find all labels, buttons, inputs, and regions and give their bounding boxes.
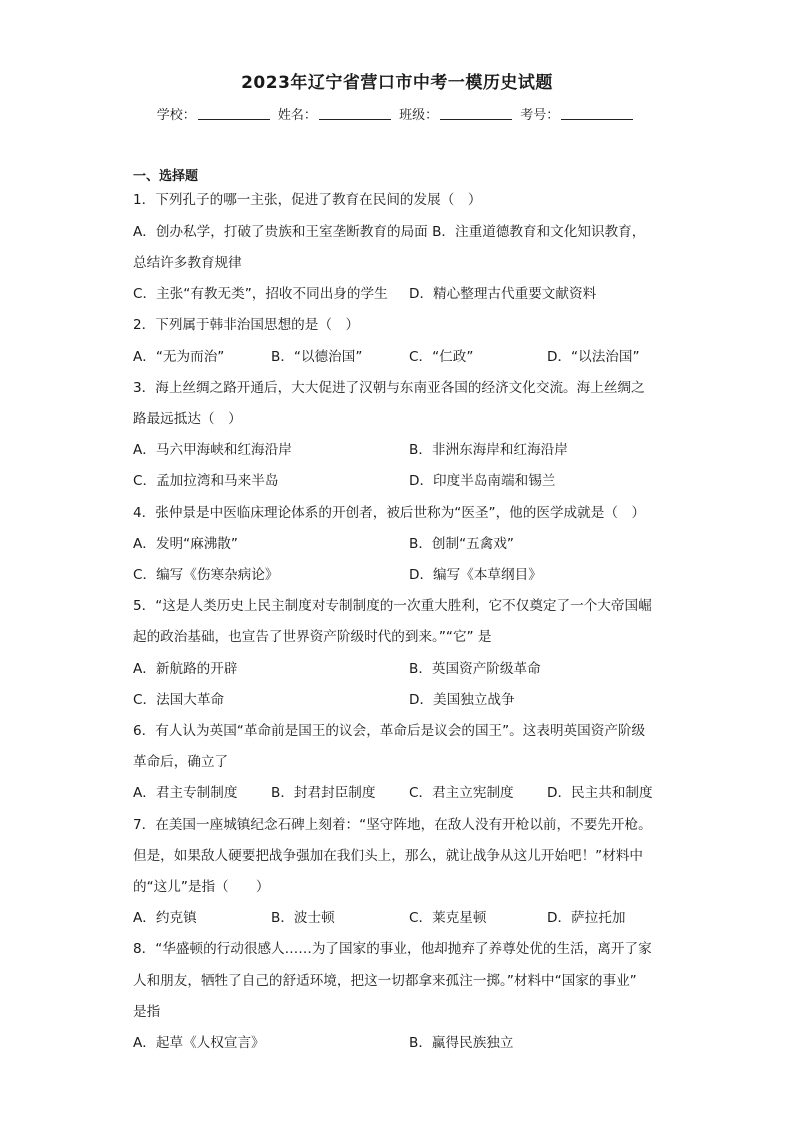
question-5-option-a[interactable]: A．新航路的开辟 [133, 661, 238, 677]
section-heading: 一、选择题 [133, 169, 199, 184]
question-6-option-c[interactable]: C．君主立宪制度 [409, 785, 514, 801]
question-2-option-b[interactable]: B．“以德治国” [271, 349, 363, 365]
question-7-option-a[interactable]: A．约克镇 [133, 910, 197, 926]
question-6-option-a[interactable]: A．君主专制制度 [133, 785, 238, 801]
question-7-option-c[interactable]: C．莱克星顿 [409, 910, 487, 926]
question-3-option-c[interactable]: C．孟加拉湾和马来半岛 [133, 473, 279, 489]
question-5-option-d[interactable]: D．美国独立战争 [409, 692, 515, 708]
question-6-stem-line-2: 革命后，确立了 [133, 754, 229, 770]
question-2-stem: 2．下列属于韩非治国思想的是（ ） [133, 317, 360, 333]
question-8-stem-line-1: 8．“华盛顿的行动很感人……为了国家的事业，他却抛弃了养尊处优的生活，离开了家 [133, 941, 652, 957]
question-3-option-b[interactable]: B．非洲东海岸和红海沿岸 [409, 442, 568, 458]
question-7-stem-line-1: 7．在美国一座城镇纪念石碑上刻着：“坚守阵地，在敌人没有开枪以前，不要先开枪。 [133, 817, 652, 833]
question-1-option-b-cont: 总结许多教育规律 [133, 255, 242, 271]
question-5-stem-line-2: 起的政治基础，也宣告了世界资产阶级时代的到来。”“它” 是 [133, 629, 492, 645]
school-blank[interactable] [198, 107, 270, 120]
question-4-option-a[interactable]: A．发明“麻沸散” [133, 536, 238, 552]
question-2-option-a[interactable]: A．“无为而治” [133, 349, 225, 365]
question-8-option-b[interactable]: B．赢得民族独立 [409, 1035, 514, 1051]
question-6-option-d[interactable]: D．民主共和制度 [547, 785, 653, 801]
question-5-stem-line-1: 5．“这是人类历史上民主制度对专制制度的一次重大胜利，它不仅奠定了一个大帝国崛 [133, 598, 652, 614]
question-3-stem-line-2: 路最远抵达（ ） [133, 411, 242, 427]
question-7-option-d[interactable]: D．萨拉托加 [547, 910, 626, 926]
question-1-option-d[interactable]: D．精心整理古代重要文献资料 [409, 286, 597, 302]
question-5-option-b[interactable]: B．英国资产阶级革命 [409, 661, 541, 677]
question-2-option-d[interactable]: D．“以法治国” [547, 349, 640, 365]
question-7-option-b[interactable]: B．波士顿 [271, 910, 335, 926]
question-7-stem-line-2: 但是，如果敌人硬要把战争强加在我们头上，那么，就让战争从这儿开始吧！”材料中 [133, 848, 644, 864]
question-3-option-d[interactable]: D．印度半岛南端和锡兰 [409, 473, 556, 489]
question-6-stem-line-1: 6．有人认为英国“革命前是国王的议会，革命后是议会的国王”。这表明英国资产阶级 [133, 723, 646, 739]
question-2-option-c[interactable]: C．“仁政” [409, 349, 474, 365]
question-3-stem-line-1: 3．海上丝绸之路开通后，大大促进了汉朝与东南亚各国的经济文化交流。海上丝绸之 [133, 380, 645, 396]
question-8-option-a[interactable]: A．起草《人权宣言》 [133, 1035, 265, 1051]
question-4-stem: 4．张仲景是中医临床理论体系的开创者，被后世称为“医圣”，他的医学成就是（ ） [133, 505, 646, 521]
question-8-stem-line-3: 是指 [133, 1004, 161, 1020]
question-3-option-a[interactable]: A．马六甲海峡和红海沿岸 [133, 442, 292, 458]
question-5-option-c[interactable]: C．法国大革命 [133, 692, 225, 708]
name-blank[interactable] [319, 107, 391, 120]
school-label: 学校： [156, 108, 196, 123]
question-1-option-ab[interactable]: A．创办私学，打破了贵族和王室垄断教育的局面 B．注重道德教育和文化知识教育， [133, 224, 646, 240]
question-1-option-c[interactable]: C．主张“有教无类”，招收不同出身的学生 [133, 286, 388, 302]
question-7-stem-line-3: 的“这儿”是指（ ） [133, 879, 270, 895]
question-4-option-b[interactable]: B．创制“五禽戏” [409, 536, 514, 552]
exam-no-blank[interactable] [561, 107, 633, 120]
class-label: 班级： [399, 108, 439, 123]
question-1-stem: 1．下列孔子的哪一主张，促进了教育在民间的发展（ ） [133, 192, 482, 208]
question-4-option-d[interactable]: D．编写《本草纲目》 [409, 567, 542, 583]
question-6-option-b[interactable]: B．封君封臣制度 [271, 785, 376, 801]
exam-no-label: 考号： [520, 108, 560, 123]
question-8-stem-line-2: 人和朋友，牺牲了自己的舒适环境，把这一切都拿来孤注一掷。”材料中“国家的事业” [133, 973, 637, 989]
name-label: 姓名： [277, 108, 317, 123]
class-blank[interactable] [440, 107, 512, 120]
exam-title: 2023年辽宁省营口市中考一模历史试题 [241, 73, 553, 93]
student-info-row [0, 104, 794, 123]
question-4-option-c[interactable]: C．编写《伤寒杂病论》 [133, 567, 279, 583]
